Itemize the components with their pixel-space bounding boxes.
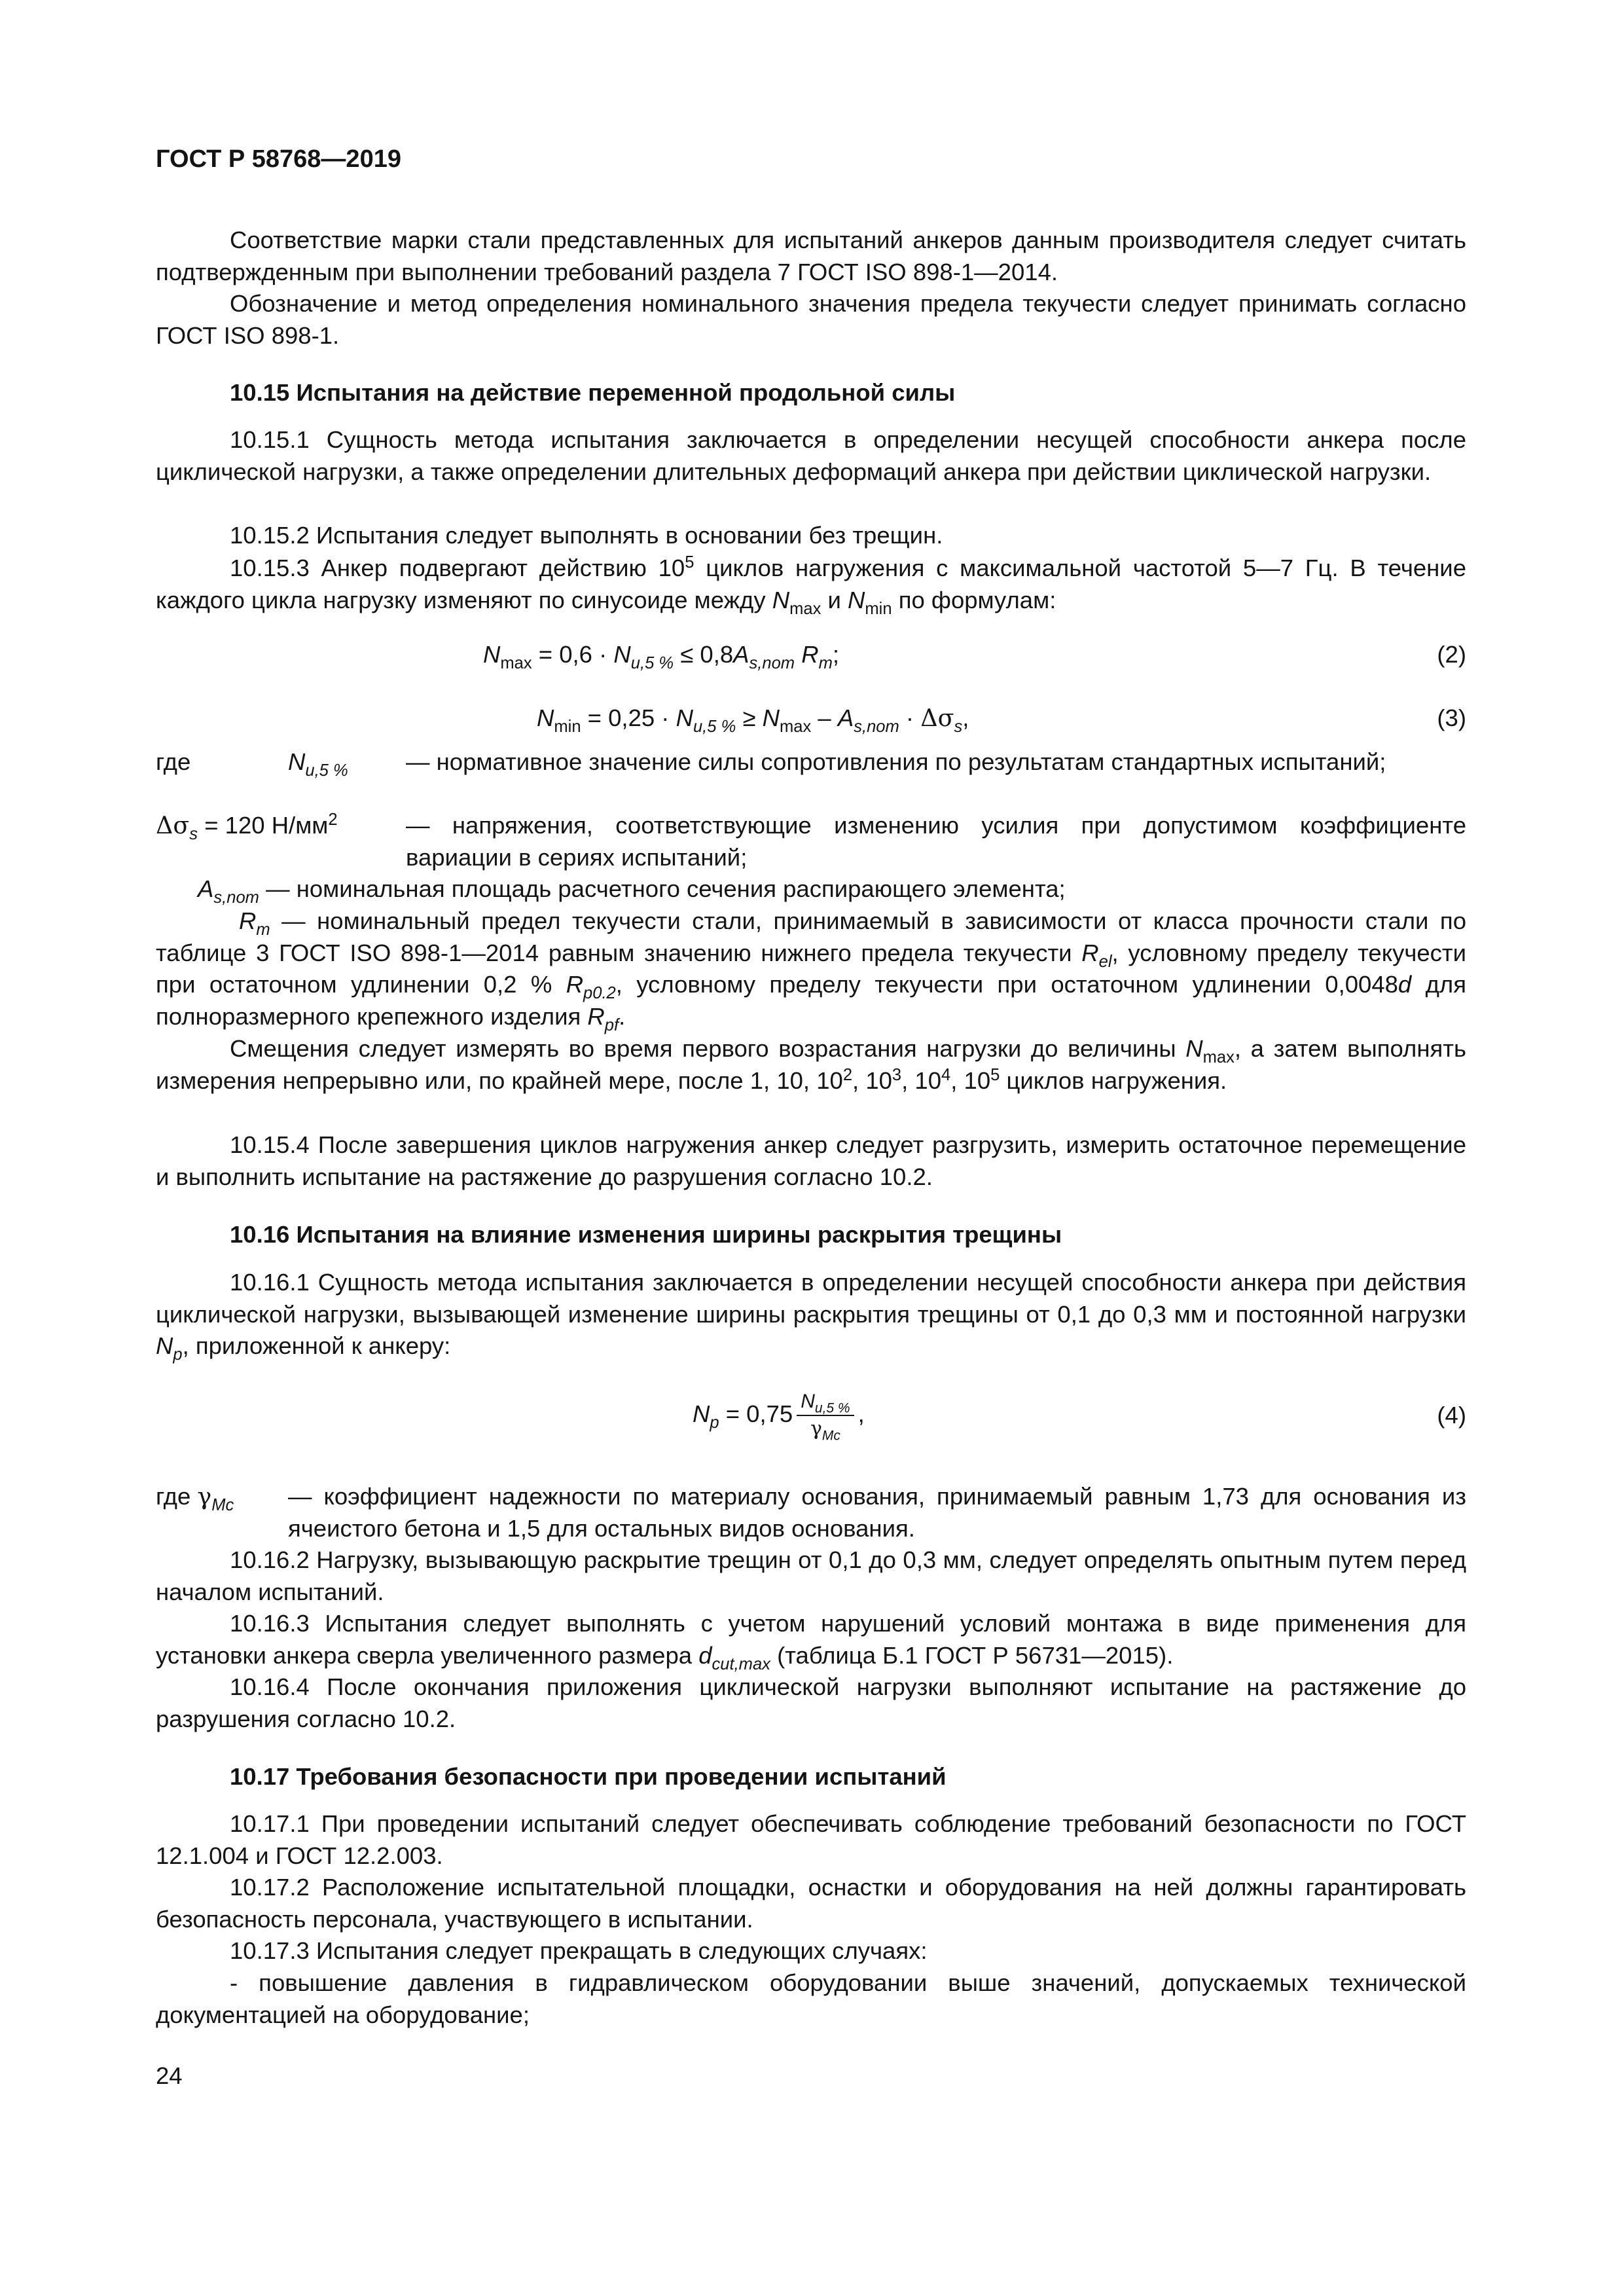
paragraph-10-16-4: 10.16.4 После окончания приложения циклической нагрузки выполняют испытание на растяжение до разрушения согласно 10.2.	[156, 1673, 1466, 1732]
paragraph-10-17-3: 10.17.3 Испытания следует прекращать в следующих случаях:	[230, 1937, 928, 1964]
definition-gamma-mc: — коэффициент надежности по материалу основания, принимаемый равным 1,73 для основания из ячеистого бетона и 1,5 для остальных видов основания.	[288, 1483, 1466, 1542]
page-number: 24	[156, 2062, 183, 2089]
intro-paragraph-2: Обозначение и метод определения номинального значения предела текучести следует принимать согласно ГОСТ ISO 898-1.	[156, 290, 1466, 349]
definition-n-u5: — нормативное значение силы сопротивления по результатам стандартных испытаний;	[406, 748, 1386, 775]
equation-number-4: (4)	[1437, 1402, 1466, 1429]
list-item-pressure: - повышение давления в гидравлическом оборудовании выше значений, допускаемых технической документацией на оборудование;	[156, 1969, 1466, 2028]
paragraph-10-16-3: 10.16.3 Испытания следует выполнять с учетом нарушений условий монтажа в виде применения для установки анкера сверла увеличенного размера $d_{cut,max}$ (таблица Б.1 ГОСТ Р 56731—2015).	[156, 1610, 1466, 1673]
paragraph-10-15-2: 10.15.2 Испытания следует выполнять в основании без трещин.	[230, 522, 943, 549]
section-heading-10-15: 10.15 Испытания на действие переменной продольной силы	[230, 379, 956, 406]
definition-r-m: $R_m$ — номинальный предел текучести стали, принимаемый в зависимости от класса прочности стали по таблице 3 ГОСТ ISO 898-1—2014 равным значению нижнего предела текучести $R_{el}$, условному пределу текучести при остаточном удлинении 0,2 % $R_{p0.2}$, условному пределу текучести при остаточном удлинении 0,0048d для полноразмерного крепежного изделия $R_{pf}$.	[156, 907, 1466, 1034]
formula-3: $N_{min} = 0,25 \cdot N_{u,5 \%} \ge N_{max} - A_{s,nom} \cdot \Delta\sigma_s$,	[537, 704, 969, 736]
symbol-n-u5: $N_{u,5 \%}$	[288, 748, 348, 780]
paragraph-10-15-1: 10.15.1 Сущность метода испытания заключается в определении несущей способности анкера после циклической нагрузки, а также определении длительных деформаций анкера при действии циклической нагрузки.	[156, 426, 1466, 485]
symbol-delta-sigma: $\Delta\sigma_s = 120$ $Н/мм^2$	[156, 811, 338, 843]
paragraph-10-15-3: 10.15.3 Анкер подвергают действию $10^5$ циклов нагружения с максимальной частотой 5—7 Гц. В течение каждого цикла нагрузку изменяют по синусоиде между $N_{max}$ и $N_{min}$ по формулам:	[156, 553, 1466, 618]
paragraph-10-17-2: 10.17.2 Расположение испытательной площадки, оснастки и оборудования на ней должны гарантировать безопасность персонала, участвующего в испытании.	[156, 1874, 1466, 1933]
equation-number-2: (2)	[1437, 641, 1466, 668]
formula-4: $N_p = 0,75$ $\frac{N_{u,5 \%}}{\gamma_{Mc}}$ ,	[693, 1391, 865, 1444]
intro-paragraph-1: Соответствие марки стали представленных для испытаний анкеров данным производителя следует считать подтвержденным при выполнении требований раздела 7 ГОСТ ISO 898-1—2014.	[156, 227, 1466, 285]
section-heading-10-17: 10.17 Требования безопасности при проведении испытаний	[230, 1763, 947, 1790]
paragraph-10-17-1: 10.17.1 При проведении испытаний следует обеспечивать соблюдение требований безопасности по ГОСТ 12.1.004 и ГОСТ 12.2.003.	[156, 1810, 1466, 1869]
document-id: ГОСТ Р 58768—2019	[156, 145, 401, 173]
paragraph-10-16-2: 10.16.2 Нагрузку, вызывающую раскрытие трещин от 0,1 до 0,3 мм, следует определять опытным путем перед началом испытаний.	[156, 1546, 1466, 1605]
fraction: $\frac{N_{u,5 \%}}{\gamma_{Mc}}$	[797, 1390, 854, 1441]
symbol-gamma-mc: где $\gamma_{Mc}$	[156, 1482, 234, 1514]
definition-a-snom: $A_{s,nom}$ — номинальная площадь расчетного сечения распирающего элемента;	[198, 875, 1066, 907]
definition-delta-sigma: — напряжения, соответствующие изменению усилия при допустимом коэффициенте вариации в сериях испытаний;	[406, 812, 1466, 871]
paragraph-10-15-4: 10.15.4 После завершения циклов нагружения анкер следует разгрузить, измерить остаточное перемещение и выполнить испытание на растяжение до разрушения согласно 10.2.	[156, 1131, 1466, 1190]
section-heading-10-16: 10.16 Испытания на влияние изменения ширины раскрытия трещины	[230, 1221, 1062, 1248]
where-label: где	[156, 748, 191, 775]
equation-number-3: (3)	[1437, 704, 1466, 731]
paragraph-10-16-1: 10.16.1 Сущность метода испытания заключается в определении несущей способности анкера при действия циклической нагрузки, вызывающей изменение ширины раскрытия трещины от 0,1 до 0,3 мм и постоянной нагрузки $N_p$, приложенной к анкеру:	[156, 1269, 1466, 1364]
paragraph-displacement: Смещения следует измерять во время первого возрастания нагрузки до величины $N_{max}$, а затем выполнять измерения непрерывно или, по крайней мере, после 1, 10, $10^2$, $10^3$, $10^4$, $10^5$ циклов нагружения.	[156, 1035, 1466, 1094]
formula-2: $N_{max} = 0,6 \cdot N_{u,5 \%} \le 0,8A_{s,nom}$ $R_m$;	[483, 641, 840, 672]
